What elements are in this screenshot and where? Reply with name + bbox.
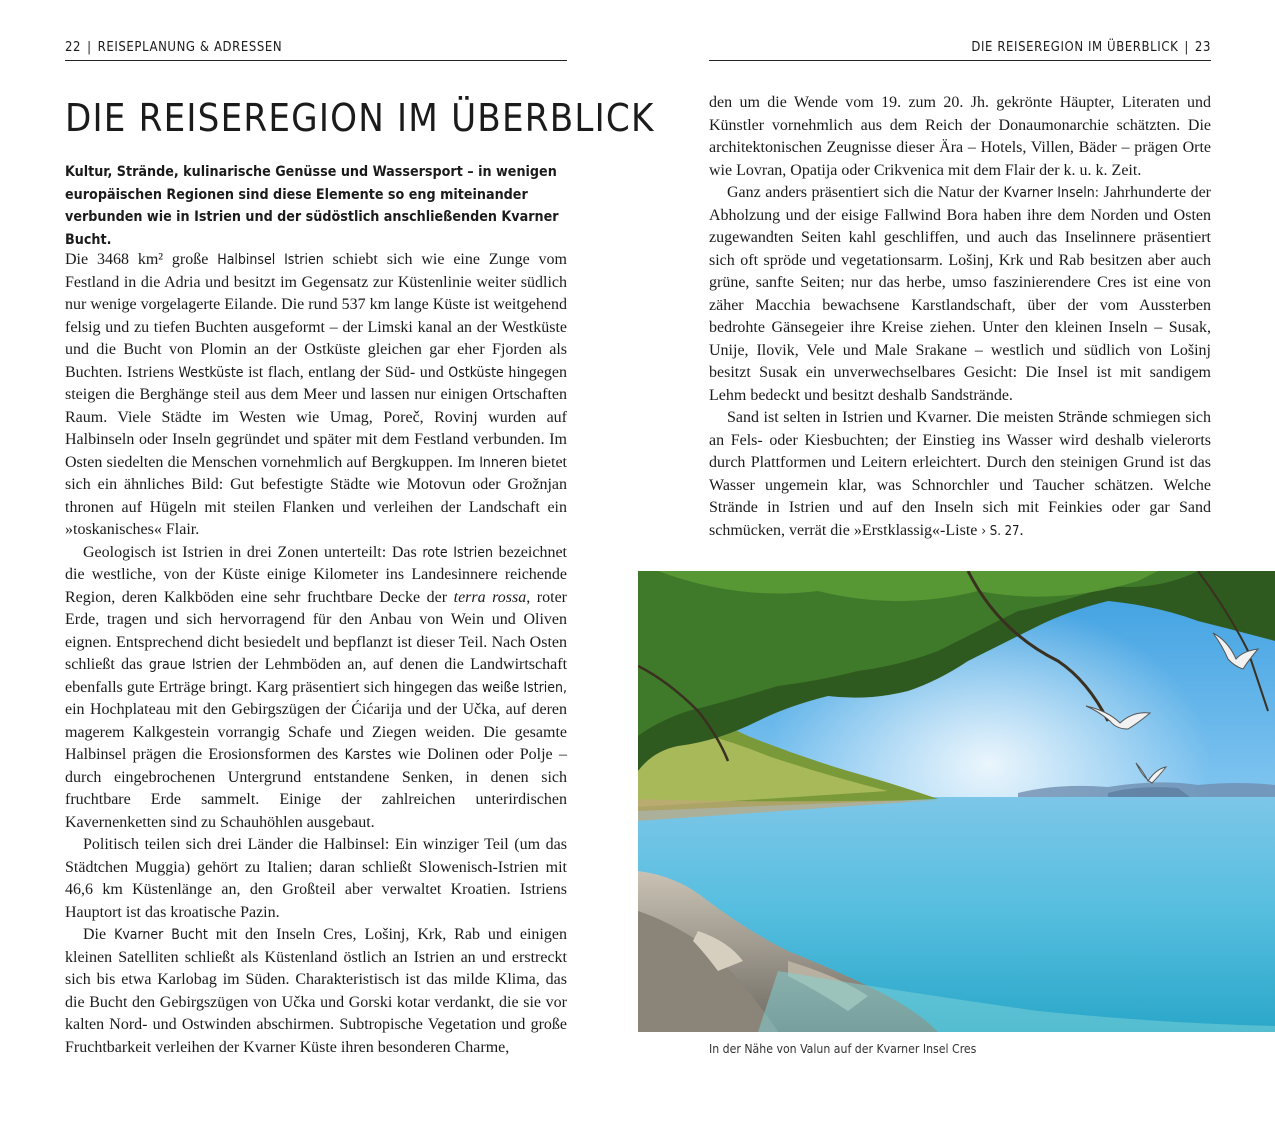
page-number: 23 [1194, 40, 1211, 55]
keyword: Ostküste [448, 364, 504, 381]
body-text-left [65, 249, 567, 1059]
paragraph: den um die Wende vom 19. zum 20. Jh. gekrönte Häupter, Literaten und Künstler vornehmlich aus dem Reich der Donaumonarchie schätzten. Die architektonischen Zeugnisse dieser Ära – Hotels, Villen, Bäder – prägen Orte wie Lovran, Opatija oder Crikvenica mit dem Flair der k. u. k. Zeit. [709, 94, 1211, 179]
running-head-left [65, 38, 567, 61]
emphasis: terra rossa [453, 588, 527, 606]
keyword: Inneren [479, 454, 528, 471]
keyword: Kvarner Inseln: [1003, 185, 1099, 201]
page-number: 22 [65, 40, 82, 55]
keyword: Halbinsel Istrien [217, 252, 324, 268]
keyword: Karstes [344, 747, 392, 763]
paragraph: Die Kvarner Bucht mit den Inseln Cres, Lošinj, Krk, Rab und einigen kleinen Satelliten schließt als Küstenland östlich an Istrien an und erstreckt sich bis etwa Karlobag im Süden. Charakteristisch ist das milde Klima, das die Bucht den Gebirgszügen von Učka und Gorski kotar verdankt, die sie vor kalten Nord- und Ostwinden abschirmen. Subtropische Vegetation und große Fruchtbarkeit verleihen der Kvarner Küste ihren besonderen Charme, [65, 926, 567, 1056]
page-cross-reference[interactable]: › S. 27 [981, 523, 1020, 539]
body-text-right [709, 92, 1211, 543]
paragraph: Die 3468 km² große Halbinsel Istrien schiebt sich wie eine Zunge vom Festland in die Adria und besitzt im Gegensatz zur Küstenlinie weiter südlich nur wenige vorgelagerte Eilande. Die rund 537 km lange Küste ist weitgehend felsig und zu tiefen Buchten ausgeformt – der Limski kanal an der Westküste und die Bucht von Plomin an der Ostküste gleichen gar eher Fjorden als Buchten. Istriens Westküste ist flach, entlang der Süd- und Ostküste hingegen steigen die Berghänge steil aus dem Meer und lassen nur einigen Ortschaften Raum. Viele Städte im Westen wie Umag, Poreč, Rovinj wurden auf Halbinseln oder Inseln gegründet und später mit dem Festland verbunden. Im Osten siedelten die Menschen vornehmlich auf Bergkuppen. Im Inneren bietet sich ein ähnliches Bild: Gut befestigte Städte wie Motovun oder Grožnjan thronen auf Hügeln mit steilen Flanken und verleihen der Landschaft ein »toskanisches« Flair. [65, 251, 568, 538]
keyword: Kvarner Bucht [114, 927, 208, 943]
keyword: weiße Istrien, [481, 679, 567, 696]
coastal-photo-illustration [638, 571, 1275, 1032]
page-title: DIE REISEREGION IM ÜBERBLICK [65, 96, 655, 140]
keyword: Strände [1058, 410, 1108, 426]
keyword: graue Istrien [148, 657, 232, 673]
paragraph: Geologisch ist Istrien in drei Zonen unterteilt: Das rote Istrien bezeichnet die westliche, von der Küste einige Kilometer ins Landesinnere reichende Region, deren Kalkböden eine sehr fruchtbare Decke der terra rossa, roter Erde, tragen und sich hervorragend für den Anbau von Wein und Oliven eignen. Entsprechend dicht besiedelt und bepflanzt ist dieser Teil. Nach Osten schließt das graue Istrien der Lehmböden an, auf denen die Landwirtschaft ebenfalls gute Erträge bringt. Karg präsentiert sich hingegen das weiße Istrien, ein Hochplateau mit den Gebirgszügen der Ćićarija und der Učka, auf deren magerem Kalkgestein vorrangig Schafe und Ziegen weiden. Die gesamte Halbinsel prägen die Erosionsformen des Karstes wie Dolinen oder Polje – durch eingebrochenen Untergrund entstandene Senken, in denen sich fruchtbare Erde sammelt. Einige der zahlreichen unterirdischen Kavernenketten sind zu Schauhöhlen ausgebaut. [65, 543, 568, 831]
paragraph: Sand ist selten in Istrien und Kvarner. Die meisten Strände schmiegen sich an Fels- oder Kiesbuchten; der Einstieg ins Wasser wird deshalb vielerorts durch Plattformen und Leitern erleichtert. Durch den steinigen Grund ist das Wasser ungemein klar, was Schnorchler und Taucher schätzen. Welche Strände in Istrien und auf den Inseln sich mit Feinkies oder gar Sand schmücken, verrät die »Erstklassig«-Liste › S. 27. [709, 409, 1212, 539]
photo-caption: In der Nähe von Valun auf der Kvarner Insel Cres [709, 1042, 977, 1056]
coastal-photo [638, 571, 1275, 1032]
keyword: rote Istrien [422, 544, 493, 561]
paragraph: Politisch teilen sich drei Länder die Halbinsel: Ein winziger Teil (um das Städtchen Muggia) gehört zu Italien; daran schließt Slowenisch-Istrien mit 46,6 km Küstenlänge an, den Großteil aber verwaltet Kroatien. Istriens Hauptort ist das kroatische Pazin. [65, 836, 567, 921]
running-head-title: DIE REISEREGION IM ÜBERBLICK [971, 40, 1179, 55]
keyword: Westküste [178, 364, 244, 381]
lead-paragraph: Kultur, Strände, kulinarische Genüsse und Wassersport – in wenigen europäischen Regionen sind diese Elemente so eng miteinander verbunden wie in Istrien und der südöstlich anschließenden Kvarner Bucht. [65, 164, 559, 248]
paragraph: Ganz anders präsentiert sich die Natur der Kvarner Inseln: Jahrhunderte der Abholzung und der eisige Fallwind Bora haben ihre dem Norden und Osten zugewandten Seiten kahl geschliffen, und auch das Inselinnere präsentiert sich oft spröde und vegetationsarm. Lošinj, Krk und Rab besitzen aber auch grüne, sanfte Seiten; nur das herbe, umso faszinierendere Cres ist eine von zäher Macchia bewachsene Karstlandschaft, über der vom Aussterben bedrohte Gänsegeier ihre Kreise ziehen. Unter den kleinen Inseln – Susak, Unije, Ilovik, Vele und Male Srakane – westlich und südlich von Lošinj besitzt Susak ein unverwechselbares Gesicht: Die Insel ist mit sandigem Lehm bedeckt und besitzt deshalb Sandstrände. [709, 184, 1212, 404]
running-head-right [709, 38, 1211, 61]
running-head-separator: | [87, 40, 92, 55]
running-head-separator: | [1184, 40, 1189, 55]
running-head-title: REISEPLANUNG & ADRESSEN [97, 40, 283, 55]
left-page [65, 0, 655, 1122]
